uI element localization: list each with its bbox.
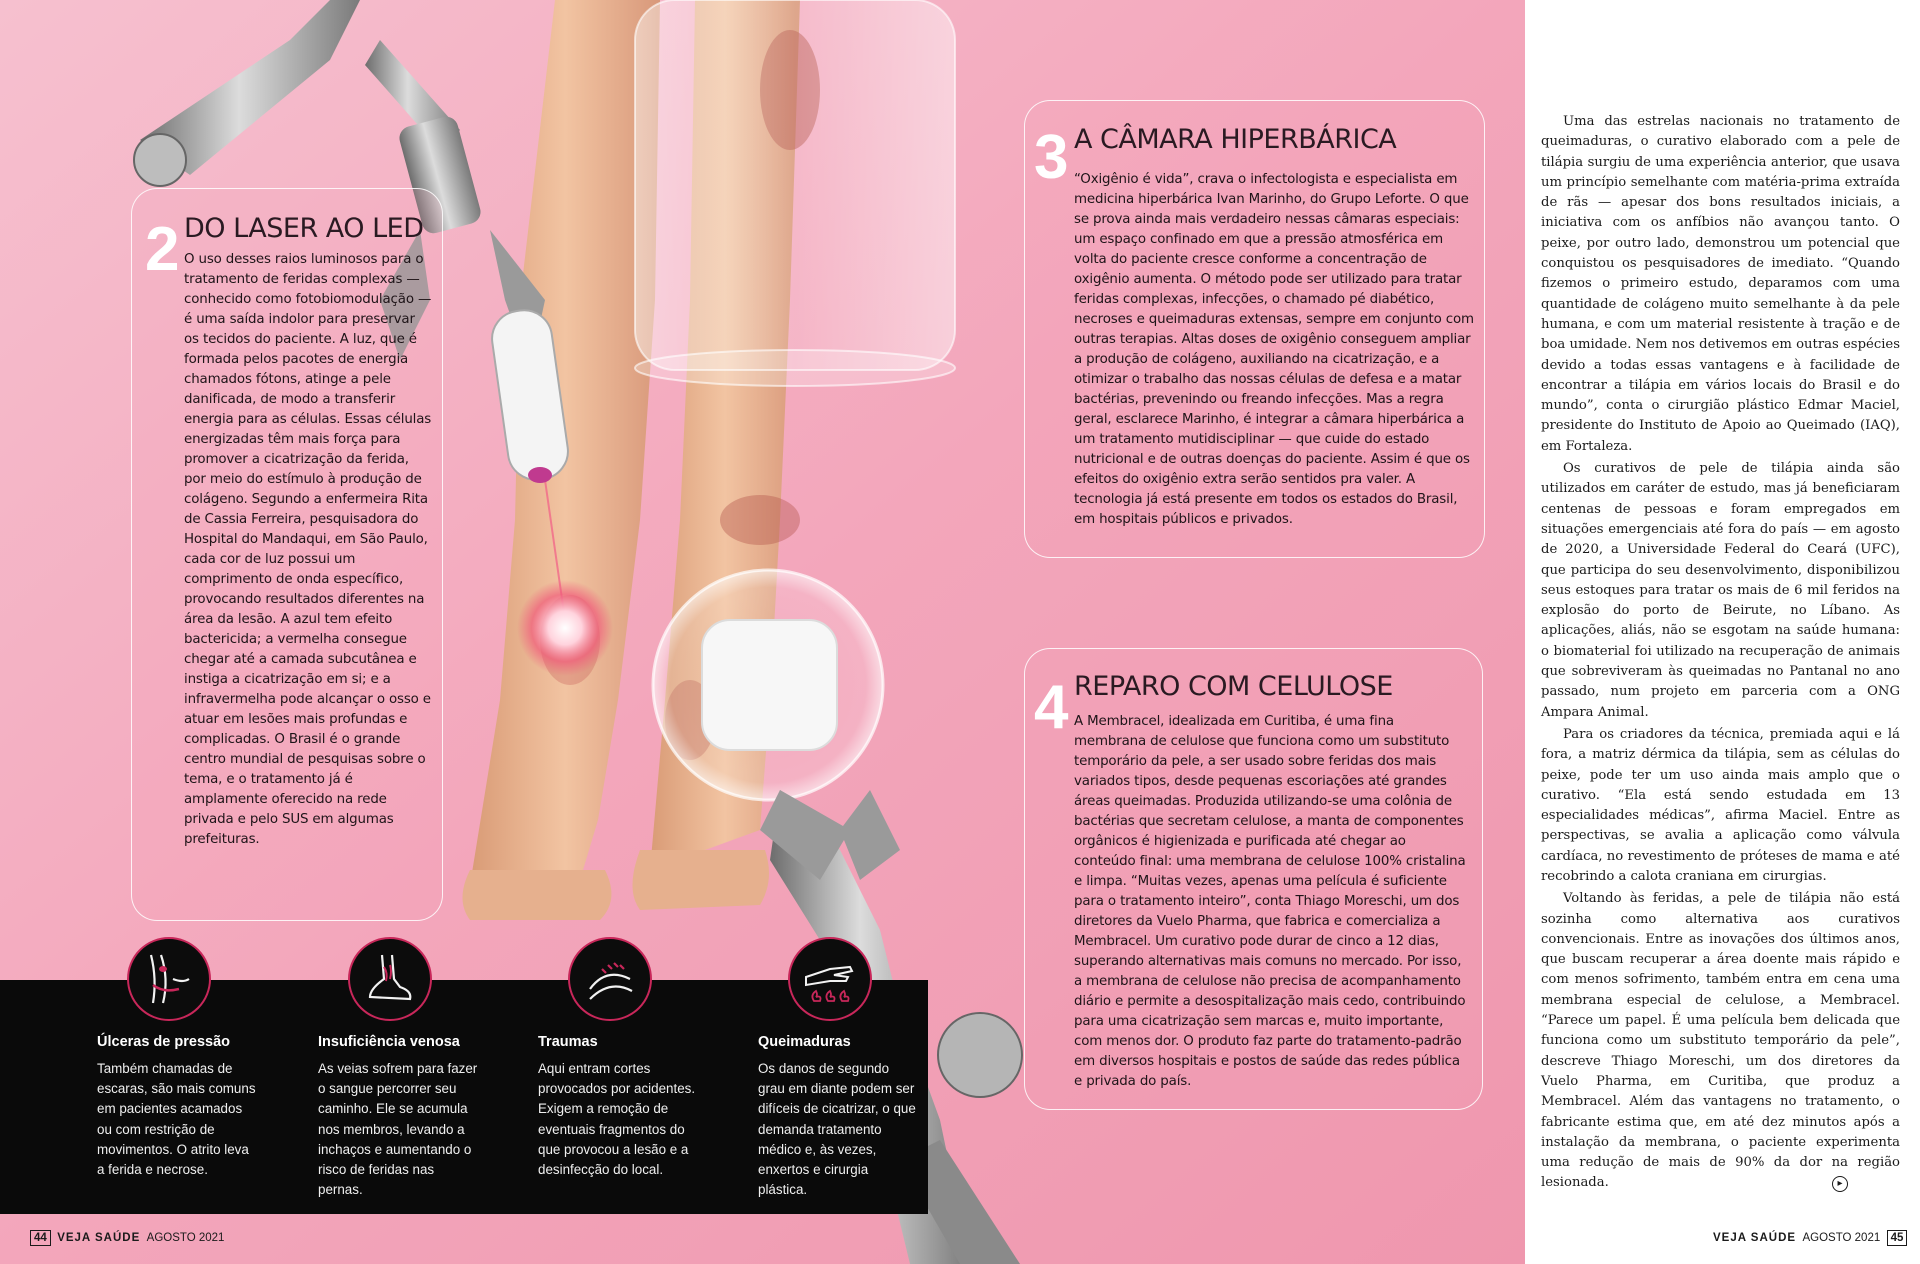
swollen-foot-icon [348,937,432,1021]
condition-text: Aqui entram cortes provocados por acidentes. Exigem a remoção de eventuais fragmentos do que provocou a lesão e a desinfecção do local. [538,1061,696,1178]
condition-title: Úlceras de pressão [97,1034,230,1050]
section-title: DO LASER AO LED [184,213,424,244]
article-paragraph: Voltando às feridas, a pele de tilápia não está sozinha como alternativa aos curativos convencionais. Entre as inovações dos últimos anos, que buscam recuperar a área doente mais rápido e com menos sofrimento, também entra em cena uma membrana especial de celulose, a Membracel. “Parece um papel. É uma película bem delicada que funciona como um substituto temporário da pele”, descreve Thiago Moreschi, um dos diretores da Vuelo Pharma, em Curitiba, que produz a Membracel. Além das vantagens no tratamento, o fabricante estima que, em até dez minutos após a instalação da membrana, o paciente experimenta uma redução de mais de 90% da dor na região lesionada. [1541,891,1900,1191]
condition-text: As veias sofrem para fazer o sangue percorrer seu caminho. Ele se acumula nos membros, levando a inchaços e aumentando o risco de feridas nas pernas. [318,1061,478,1198]
section-number: 3 [1034,123,1069,192]
magazine-name: VEJA SAÚDE [57,1232,141,1244]
section-title: REPARO COM CELULOSE [1074,671,1393,702]
section-body: A Membracel, idealizada em Curitiba, é uma fina membrana de celulose que funciona como um substituto temporário da pele, a ser usado sobre feridas dos mais variados tipos, desde pequenas escoriações até grandes áreas queimadas. Produzida utilizando-se uma colônia de bactérias que secretam celulose, a manta de componentes orgânicos é higienizada e purificada até chegar ao conteúdo final: uma membrana de celulose 100% cristalina e limpa. “Muitas vezes, apenas uma película é suficiente para o tratamento inteiro”, conta Thiago Moreschi, um dos diretores da Vuelo Pharma, que fabrica e comercializa a Membracel. Um curativo pode durar de cinco a 12 dias, superando alternativas mais comuns no mercado. Por isso, a membrana de celulose não precisa de acompanhamento diário e permite a desospitalização mais cedo, contribuindo para uma cicatrização sem marcas e, muito importante, com menos dor. O produto faz parte do tratamento-padrão em diversos hospitais e postos de saúde das redes pública e privada do país. [1074,714,1466,1089]
section-body: “Oxigênio é vida”, crava o infectologista e especialista em medicina hiperbárica Ivan Marinho, do Grupo Leforte. O que se prova ainda mais verdadeiro nessas câmaras especiais: um espaço confinado em que a pressão atmosférica em volta do paciente cresce conforme a concentração de oxigênio aumenta. O método pode ser utilizado para tratar feridas complexas, infecções, o chamado pé diabético, necroses e queimaduras extensas, sempre em conjunto com outras terapias. Altas doses de oxigênio conseguem ampliar a produção de colágeno, auxiliando na cicatrização, e a otimizar o trabalho das nossas células de defesa e a matar bactérias, prevenindo ou freando infecções. Mas a regra geral, esclarece Marinho, é integrar a câmara hiperbárica a um tratamento mutidisciplinar — que cuide do estado nutricional e de outras doenças do paciente. Assim é que os efeitos do oxigênio extra serão sentidos pra valer. A tecnologia já está presente em todos os estados do Brasil, em hospitais públicos e privados. [1074,172,1474,527]
condition-text: Os danos de segundo grau em diante podem ser difíceis de cicatrizar, o que demanda tratamento médico e, às vezes, enxertos e cirurgia plástica. [758,1061,916,1198]
pressure-ulcer-icon [127,937,211,1021]
issue-date: AGOSTO 2021 [1802,1232,1881,1244]
knee-trauma-icon [568,937,652,1021]
condition-text: Também chamadas de escaras, são mais comuns em pacientes acamados ou com restrição de movimentos. O atrito leva a ferida e necrose. [97,1061,256,1178]
magazine-name: VEJA SAÚDE [1713,1232,1797,1244]
arrow-right-circle-icon: ▸ [1832,1176,1848,1192]
condition-title: Insuficiência venosa [318,1034,460,1050]
issue-date: AGOSTO 2021 [146,1232,225,1244]
article-column [1541,112,1900,1194]
section-box-laser-led [131,188,443,921]
section-box-hyperbaric-chamber [1024,100,1485,558]
section-box-cellulose-repair [1024,648,1483,1110]
condition-title: Traumas [538,1034,598,1050]
article-paragraph: Para os criadores da técnica, premiada aqui e lá fora, a matriz dérmica da tilápia, sem as células do peixe, pode ter um uso ainda mais amplo que o curativo. “Ela está sendo estudada em 13 especialidades médicas”, afirma Maciel. Entre as perspectivas, se avalia a aplicação como válvula cardíaca, no revestimento de próteses de mama e até recobrindo a calota craniana em cirurgias. [1541,726,1900,884]
section-title: A CÂMARA HIPERBÁRICA [1074,124,1397,155]
page-number: 45 [1887,1230,1908,1246]
section-body: O uso desses raios luminosos para o tratamento de feridas complexas — conhecido como fotobiomodulação — é uma saída indolor para preservar os tecidos do paciente. A luz, que é formada pelos pacotes de energia chamados fótons, atinge a pele danificada, de modo a transferir energia para as células. Essas células energizadas têm mais força para promover a cicatrização da ferida, por meio do estímulo à produção de colágeno. Segundo a enfermeira Rita de Cassia Ferreira, pesquisadora do Hospital do Mandaqui, em São Paulo, cada cor de luz possui um comprimento de onda específico, provocando resultados diferentes na área da lesão. A azul tem efeito bactericida; a vermelha consegue chegar até a camada subcutânea e instiga a cicatrização em si; e a infravermelha pode alcançar o osso e atuar em lesões mais profundas e complicadas. O Brasil é o grande centro mundial de pesquisas sobre o tema, e o tratamento já é amplamente oferecido na rede privada e pelo SUS em algumas prefeituras. [184,252,432,847]
article-paragraph: Uma das estrelas nacionais no tratamento de queimaduras, o curativo elaborado com a pele de tilápia surgiu de uma experiência anterior, que usava um princípio semelhante com matéria-prima extraída de rãs — apesar dos bons resultados iniciais, a iniciativa com os anfíbios não avançou tanto. O peixe, por outro lado, demonstrou um potencial que conquistou os pesquisadores de imediato. “Quando fizemos o primeiro estudo, deparamos com uma quantidade de colágeno muito semelhante à da pele humana, e com um material resistente à tração e de boa umidade. Nem nos detivemos em outras espécies devido a todas essas vantagens e à facilidade de encontrar a tilápia em vários locais do Brasil e do mundo”, conta o cirurgião plástico Edmar Maciel, presidente do Instituto de Apoio ao Queimado (IAQ), em Fortaleza. [1541,114,1900,454]
page-number: 44 [30,1230,51,1246]
folio-right [1713,1230,1907,1246]
condition-title: Queimaduras [758,1034,851,1050]
section-number: 4 [1034,673,1069,742]
burn-hand-icon [788,937,872,1021]
article-paragraph: Os curativos de pele de tilápia ainda são utilizados em caráter de estudo, mas já beneficiaram centenas de pessoas e foram empregados em situações emergenciais até fora do país — em agosto de 2020, a Universidade Federal do Ceará (UFC), que participa do seu desenvolvimento, disponibilizou seus estoques para tratar os mais de 6 mil feridos na explosão do porto de Beirute, no Líbano. As aplicações, aliás, não se esgotam na saúde humana: o biomaterial foi utilizado na recuperação de animais que sobreviveram às queimadas no Pantanal no ano passado, num projeto em parceria com a ONG Ampara Animal. [1541,461,1900,720]
folio-left [30,1230,224,1246]
section-number: 2 [145,215,180,284]
